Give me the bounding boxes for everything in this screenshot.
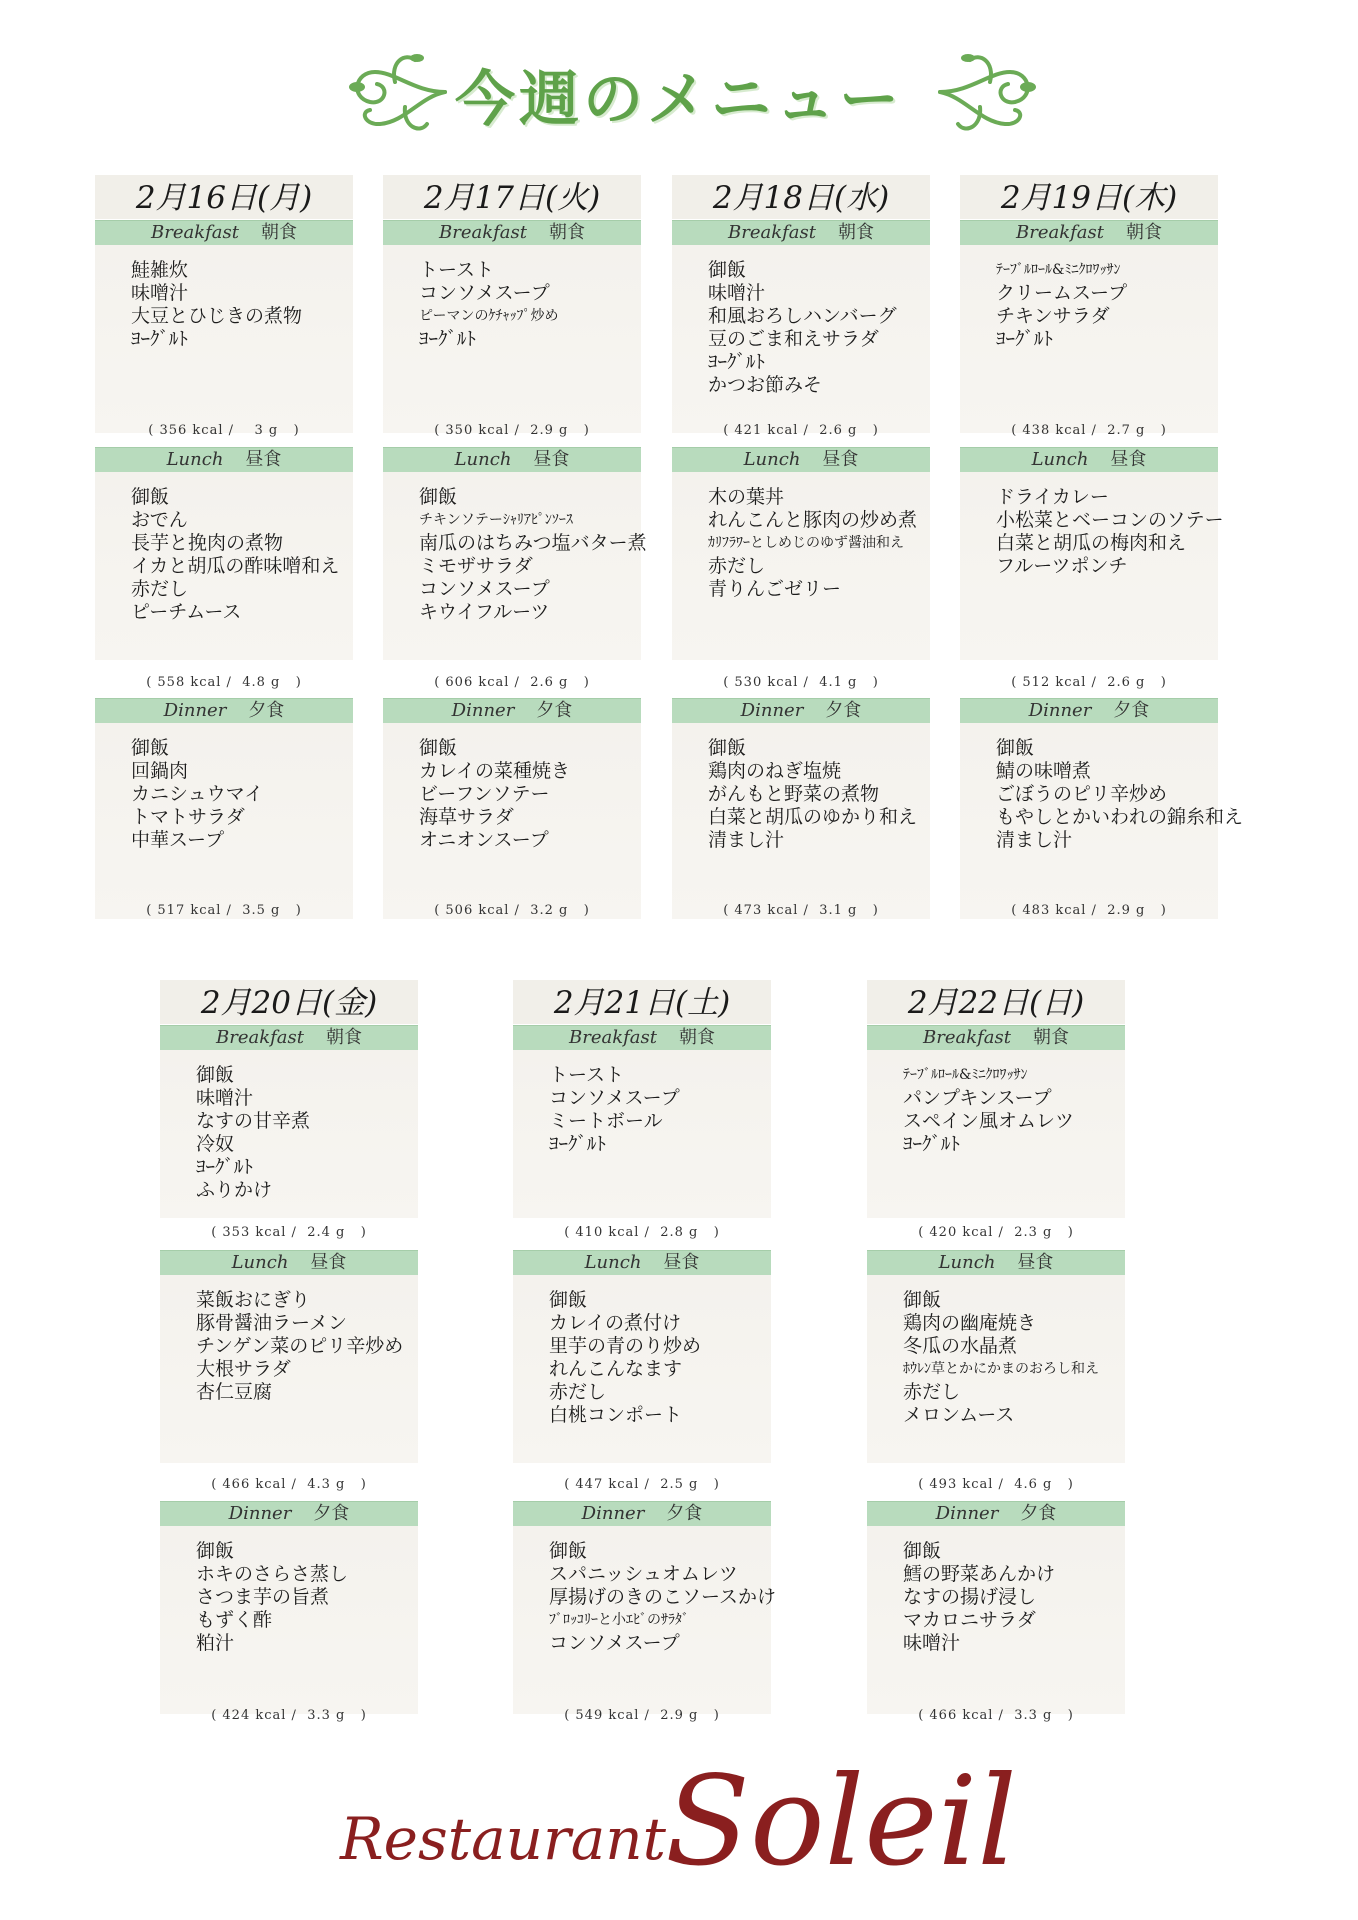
- menu-item: おでん: [131, 509, 188, 531]
- menu-item: 鶏肉の幽庵焼き: [903, 1312, 1037, 1334]
- menu-item: クリームスープ: [996, 282, 1128, 304]
- dinner-items: [672, 723, 930, 919]
- meal-label-en: Lunch: [166, 449, 224, 470]
- breakfast-section: [960, 220, 1218, 433]
- menu-item: 赤だし: [903, 1381, 961, 1403]
- menu-item: ふりかけ: [196, 1179, 273, 1201]
- menu-item: さつま芋の旨煮: [196, 1586, 330, 1608]
- meal-label-ja: 昼食: [1017, 1252, 1054, 1273]
- lunch-nutrition: ( 466 kcal / 4.3 g ): [211, 1477, 367, 1492]
- meal-label-ja: 朝食: [549, 222, 585, 243]
- meal-label-en: Breakfast: [439, 222, 527, 243]
- meal-label-en: Dinner: [451, 700, 515, 721]
- menu-item: 御飯: [708, 737, 747, 759]
- menu-item: 白菜と胡瓜のゆかり和え: [708, 806, 918, 828]
- dinner-nutrition: ( 473 kcal / 3.1 g ): [723, 903, 879, 918]
- menu-item: ﾖｰｸﾞﾙﾄ: [131, 328, 189, 350]
- menu-item: トースト: [549, 1064, 625, 1086]
- meal-label-en: Dinner: [740, 700, 804, 721]
- menu-item: 中華スープ: [131, 829, 225, 851]
- menu-item: イカと胡瓜の酢味噌和え: [131, 555, 340, 577]
- meal-label-en: Lunch: [743, 449, 801, 470]
- lunch-section: [513, 1250, 771, 1463]
- menu-item: 杏仁豆腐: [196, 1381, 273, 1403]
- menu-item: 御飯: [903, 1540, 942, 1562]
- menu-item: もやしとかいわれの錦糸和え: [996, 806, 1244, 828]
- menu-item: 赤だし: [549, 1381, 607, 1403]
- lunch-nutrition: ( 512 kcal / 2.6 g ): [1011, 675, 1167, 690]
- menu-item: 御飯: [903, 1289, 942, 1311]
- menu-item: マカロニサラダ: [903, 1609, 1036, 1631]
- menu-item: もずく酢: [196, 1609, 273, 1631]
- meal-label-ja: 朝食: [326, 1027, 362, 1048]
- menu-item: オニオンスープ: [419, 829, 549, 851]
- menu-item: がんもと野菜の煮物: [708, 783, 880, 805]
- menu-item: コンソメスープ: [549, 1632, 680, 1654]
- meal-label-ja: 朝食: [838, 222, 874, 243]
- dinner-section: [95, 698, 353, 919]
- menu-item: トースト: [419, 259, 495, 281]
- menu-item: 菜飯おにぎり: [196, 1289, 311, 1311]
- breakfast-section: [867, 1025, 1125, 1218]
- meal-label-en: Breakfast: [569, 1027, 657, 1048]
- meal-label-ja: 昼食: [822, 449, 859, 470]
- breakfast-nutrition: ( 410 kcal / 2.8 g ): [564, 1225, 720, 1240]
- menu-item: コンソメスープ: [549, 1087, 680, 1109]
- dinner-nutrition: ( 466 kcal / 3.3 g ): [918, 1708, 1074, 1723]
- dinner-items: [867, 1526, 1125, 1714]
- meal-label-en: Breakfast: [728, 222, 816, 243]
- meal-label-ja: 夕食: [248, 700, 285, 721]
- menu-item: ピーチムース: [131, 601, 242, 623]
- dinner-header: [867, 1501, 1125, 1526]
- menu-item: 木の葉丼: [708, 486, 785, 508]
- meal-label-ja: 昼食: [1110, 449, 1147, 470]
- meal-label-en: Lunch: [454, 449, 512, 470]
- menu-item: れんこんなます: [549, 1358, 683, 1380]
- lunch-nutrition: ( 530 kcal / 4.1 g ): [723, 675, 879, 690]
- menu-item: 味噌汁: [708, 282, 766, 304]
- menu-item: 白桃コンポート: [549, 1404, 683, 1426]
- meal-label-en: Lunch: [584, 1252, 642, 1273]
- breakfast-section: [95, 220, 353, 433]
- lunch-header: [672, 447, 930, 472]
- breakfast-items: [160, 1050, 418, 1218]
- menu-item: トマトサラダ: [131, 806, 245, 828]
- menu-item: ﾖｰｸﾞﾙﾄ: [549, 1133, 607, 1155]
- menu-item: 回鍋肉: [131, 760, 189, 782]
- meal-label-ja: 朝食: [1033, 1027, 1069, 1048]
- menu-item: 青りんごゼリー: [708, 578, 842, 600]
- menu-item: メロンムース: [903, 1404, 1015, 1426]
- breakfast-header: [672, 220, 930, 245]
- menu-item: なすの甘辛煮: [196, 1110, 311, 1132]
- menu-item: 和風おろしハンバーグ: [708, 305, 897, 327]
- dinner-items: [95, 723, 353, 919]
- menu-item: 御飯: [996, 737, 1035, 759]
- menu-item: 御飯: [549, 1289, 588, 1311]
- meal-label-ja: 夕食: [536, 700, 573, 721]
- menu-item: ﾖｰｸﾞﾙﾄ: [708, 351, 766, 373]
- meal-label-en: Dinner: [228, 1503, 292, 1524]
- dinner-nutrition: ( 424 kcal / 3.3 g ): [211, 1708, 367, 1723]
- meal-label-ja: 昼食: [533, 449, 570, 470]
- lunch-nutrition: ( 606 kcal / 2.6 g ): [434, 675, 590, 690]
- menu-item: ミモザサラダ: [419, 555, 533, 577]
- dinner-items: [513, 1526, 777, 1714]
- breakfast-items: [960, 245, 1218, 433]
- menu-item: ﾖｰｸﾞﾙﾄ: [419, 328, 477, 350]
- menu-item: 南瓜のはちみつ塩バター煮: [419, 532, 647, 554]
- menu-item: 御飯: [131, 737, 170, 759]
- menu-item: パンプキンスープ: [903, 1087, 1052, 1109]
- menu-item: ｶﾘﾌﾗﾜｰとしめじのゆず醤油和え: [708, 535, 904, 551]
- menu-item: ﾃｰﾌﾞﾙﾛｰﾙ&ﾐﾆｸﾛﾜｯｻﾝ: [996, 262, 1121, 278]
- logo-prefix: Restaurant: [340, 1805, 666, 1873]
- lunch-items: [160, 1275, 418, 1463]
- menu-item: ピーマンのｹﾁｬｯﾌﾟ炒め: [419, 308, 559, 324]
- menu-item: ﾖｰｸﾞﾙﾄ: [996, 328, 1054, 350]
- breakfast-header: [383, 220, 641, 245]
- breakfast-nutrition: ( 356 kcal / 3 g ): [148, 423, 300, 438]
- day-date: 2月20日(金): [160, 980, 418, 1024]
- lunch-items: [867, 1275, 1125, 1463]
- menu-item: 里芋の青のり炒め: [549, 1335, 702, 1357]
- menu-item: カニシュウマイ: [131, 783, 264, 805]
- meal-label-en: Dinner: [1028, 700, 1092, 721]
- menu-item: 冬瓜の水晶煮: [903, 1335, 1018, 1357]
- breakfast-header: [513, 1025, 771, 1050]
- breakfast-items: [383, 245, 641, 433]
- menu-item: ドライカレー: [996, 486, 1109, 508]
- flourish-left-ornament: [335, 42, 455, 142]
- menu-item: 赤だし: [131, 578, 189, 600]
- day-date: 2月18日(水): [672, 175, 930, 219]
- breakfast-items: [95, 245, 353, 433]
- menu-item: 豆のごま和えサラダ: [708, 328, 879, 350]
- lunch-header: [95, 447, 353, 472]
- menu-item: 味噌汁: [131, 282, 189, 304]
- dinner-items: [160, 1526, 418, 1714]
- dinner-header: [960, 698, 1218, 723]
- menu-item: 小松菜とベーコンのソテー: [996, 509, 1224, 531]
- lunch-header: [960, 447, 1218, 472]
- menu-item: フルーツポンチ: [996, 555, 1128, 577]
- menu-item: チンゲン菜のピリ辛炒め: [196, 1335, 404, 1357]
- meal-label-en: Dinner: [581, 1503, 645, 1524]
- menu-item: ﾌﾞﾛｯｺﾘｰと小ｴﾋﾞのｻﾗﾀﾞ: [549, 1612, 689, 1628]
- dinner-header: [513, 1501, 771, 1526]
- lunch-section: [95, 447, 353, 660]
- dinner-header: [383, 698, 641, 723]
- lunch-items: [960, 472, 1224, 660]
- menu-item: 御飯: [196, 1540, 235, 1562]
- day-date: 2月17日(火): [383, 175, 641, 219]
- menu-item: 鮭雑炊: [131, 259, 189, 281]
- meal-label-ja: 朝食: [679, 1027, 715, 1048]
- lunch-items: [383, 472, 647, 660]
- dinner-items: [960, 723, 1244, 919]
- day-date: 2月21日(土): [513, 980, 771, 1024]
- menu-item: 大根サラダ: [196, 1358, 291, 1380]
- menu-item: コンソメスープ: [419, 282, 550, 304]
- logo-name: Soleil: [665, 1750, 1017, 1894]
- meal-label-en: Lunch: [1031, 449, 1089, 470]
- breakfast-section: [383, 220, 641, 433]
- meal-label-ja: 昼食: [663, 1252, 700, 1273]
- meal-label-en: Lunch: [938, 1252, 996, 1273]
- breakfast-header: [960, 220, 1218, 245]
- lunch-items: [672, 472, 930, 660]
- menu-item: 鶏肉のねぎ塩焼: [708, 760, 842, 782]
- breakfast-section: [672, 220, 930, 433]
- meal-label-ja: 昼食: [310, 1252, 347, 1273]
- menu-item: なすの揚げ浸し: [903, 1586, 1037, 1608]
- dinner-section: [960, 698, 1244, 919]
- breakfast-items: [513, 1050, 771, 1218]
- menu-item: ﾖｰｸﾞﾙﾄ: [196, 1156, 254, 1178]
- day-date: 2月22日(日): [867, 980, 1125, 1024]
- lunch-header: [513, 1250, 771, 1275]
- breakfast-items: [867, 1050, 1125, 1218]
- dinner-nutrition: ( 506 kcal / 3.2 g ): [434, 903, 590, 918]
- dinner-section: [867, 1501, 1125, 1714]
- menu-item: 御飯: [196, 1064, 235, 1086]
- dinner-header: [672, 698, 930, 723]
- menu-item: ﾃｰﾌﾞﾙﾛｰﾙ&ﾐﾆｸﾛﾜｯｻﾝ: [903, 1067, 1028, 1083]
- meal-label-en: Dinner: [935, 1503, 999, 1524]
- menu-item: ﾖｰｸﾞﾙﾄ: [903, 1133, 961, 1155]
- breakfast-section: [160, 1025, 418, 1218]
- dinner-nutrition: ( 549 kcal / 2.9 g ): [564, 1708, 720, 1723]
- menu-item: 海草サラダ: [419, 806, 514, 828]
- menu-item: 清まし汁: [996, 829, 1073, 851]
- menu-item: 御飯: [131, 486, 170, 508]
- menu-item: 清まし汁: [708, 829, 785, 851]
- lunch-nutrition: ( 447 kcal / 2.5 g ): [564, 1477, 720, 1492]
- dinner-header: [95, 698, 353, 723]
- meal-label-ja: 昼食: [245, 449, 282, 470]
- breakfast-nutrition: ( 350 kcal / 2.9 g ): [434, 423, 590, 438]
- menu-item: チキンソテーｼｬﾘｱﾋﾟﾝｿｰｽ: [419, 512, 573, 528]
- dinner-section: [160, 1501, 418, 1714]
- breakfast-header: [95, 220, 353, 245]
- menu-item: ごぼうのピリ辛炒め: [996, 783, 1168, 805]
- menu-item: 粕汁: [196, 1632, 235, 1654]
- menu-item: 大豆とひじきの煮物: [131, 305, 303, 327]
- meal-label-en: Lunch: [231, 1252, 289, 1273]
- menu-item: 赤だし: [708, 555, 766, 577]
- dinner-nutrition: ( 517 kcal / 3.5 g ): [146, 903, 302, 918]
- menu-item: 御飯: [419, 486, 458, 508]
- menu-item: かつお節みそ: [708, 374, 823, 396]
- menu-item: カレイの煮付け: [549, 1312, 682, 1334]
- menu-item: 厚揚げのきのこソースかけ: [549, 1586, 777, 1608]
- lunch-header: [383, 447, 641, 472]
- menu-item: スペイン風オムレツ: [903, 1110, 1075, 1132]
- menu-item: 長芋と挽肉の煮物: [131, 532, 284, 554]
- dinner-section: [672, 698, 930, 919]
- menu-item: チキンサラダ: [996, 305, 1110, 327]
- dinner-items: [383, 723, 641, 919]
- meal-label-ja: 夕食: [1113, 700, 1150, 721]
- dinner-nutrition: ( 483 kcal / 2.9 g ): [1011, 903, 1167, 918]
- lunch-header: [160, 1250, 418, 1275]
- menu-item: 御飯: [708, 259, 747, 281]
- menu-item: 御飯: [419, 737, 458, 759]
- flourish-right-ornament: [930, 42, 1050, 142]
- lunch-nutrition: ( 558 kcal / 4.8 g ): [146, 675, 302, 690]
- day-date: 2月19日(木): [960, 175, 1218, 219]
- meal-label-ja: 夕食: [825, 700, 862, 721]
- lunch-section: [672, 447, 930, 660]
- lunch-section: [160, 1250, 418, 1463]
- lunch-section: [867, 1250, 1125, 1463]
- menu-item: ミートボール: [549, 1110, 663, 1132]
- meal-label-en: Breakfast: [216, 1027, 304, 1048]
- meal-label-ja: 夕食: [313, 1503, 350, 1524]
- breakfast-section: [513, 1025, 771, 1218]
- menu-item: ホキのさらさ蒸し: [196, 1563, 349, 1585]
- menu-item: スパニッシュオムレツ: [549, 1563, 738, 1585]
- breakfast-nutrition: ( 438 kcal / 2.7 g ): [1011, 423, 1167, 438]
- lunch-header: [867, 1250, 1125, 1275]
- breakfast-header: [867, 1025, 1125, 1050]
- lunch-nutrition: ( 493 kcal / 4.6 g ): [918, 1477, 1074, 1492]
- dinner-section: [383, 698, 641, 919]
- day-date: 2月16日(月): [95, 175, 353, 219]
- dinner-header: [160, 1501, 418, 1526]
- breakfast-header: [160, 1025, 418, 1050]
- lunch-section: [960, 447, 1224, 660]
- menu-item: カレイの菜種焼き: [419, 760, 571, 782]
- breakfast-nutrition: ( 353 kcal / 2.4 g ): [211, 1225, 367, 1240]
- lunch-items: [95, 472, 353, 660]
- meal-label-en: Breakfast: [1016, 222, 1104, 243]
- meal-label-en: Breakfast: [923, 1027, 1011, 1048]
- breakfast-nutrition: ( 420 kcal / 2.3 g ): [918, 1225, 1074, 1240]
- menu-item: ﾎｳﾚﾝ草とかにかまのおろし和え: [903, 1361, 1099, 1377]
- meal-label-ja: 朝食: [1126, 222, 1162, 243]
- menu-item: 冷奴: [196, 1133, 235, 1155]
- meal-label-ja: 夕食: [666, 1503, 703, 1524]
- breakfast-nutrition: ( 421 kcal / 2.6 g ): [723, 423, 879, 438]
- lunch-items: [513, 1275, 771, 1463]
- meal-label-ja: 朝食: [261, 222, 297, 243]
- menu-item: キウイフルーツ: [419, 601, 550, 623]
- menu-item: コンソメスープ: [419, 578, 550, 600]
- menu-item: ビーフンソテー: [419, 783, 550, 805]
- dinner-section: [513, 1501, 777, 1714]
- restaurant-logo: [340, 1750, 1040, 1894]
- meal-label-en: Breakfast: [151, 222, 239, 243]
- menu-item: 豚骨醤油ラーメン: [196, 1312, 348, 1334]
- meal-label-en: Dinner: [163, 700, 227, 721]
- page-title: 今週のメニュー: [455, 65, 903, 135]
- menu-item: 味噌汁: [903, 1632, 961, 1654]
- menu-item: 鱈の野菜あんかけ: [903, 1563, 1056, 1585]
- menu-item: れんこんと豚肉の炒め煮: [708, 509, 918, 531]
- breakfast-items: [672, 245, 930, 433]
- menu-item: 味噌汁: [196, 1087, 254, 1109]
- meal-label-ja: 夕食: [1020, 1503, 1057, 1524]
- menu-item: 鯖の味噌煮: [996, 760, 1092, 782]
- menu-item: 白菜と胡瓜の梅肉和え: [996, 532, 1187, 554]
- lunch-section: [383, 447, 647, 660]
- menu-item: 御飯: [549, 1540, 588, 1562]
